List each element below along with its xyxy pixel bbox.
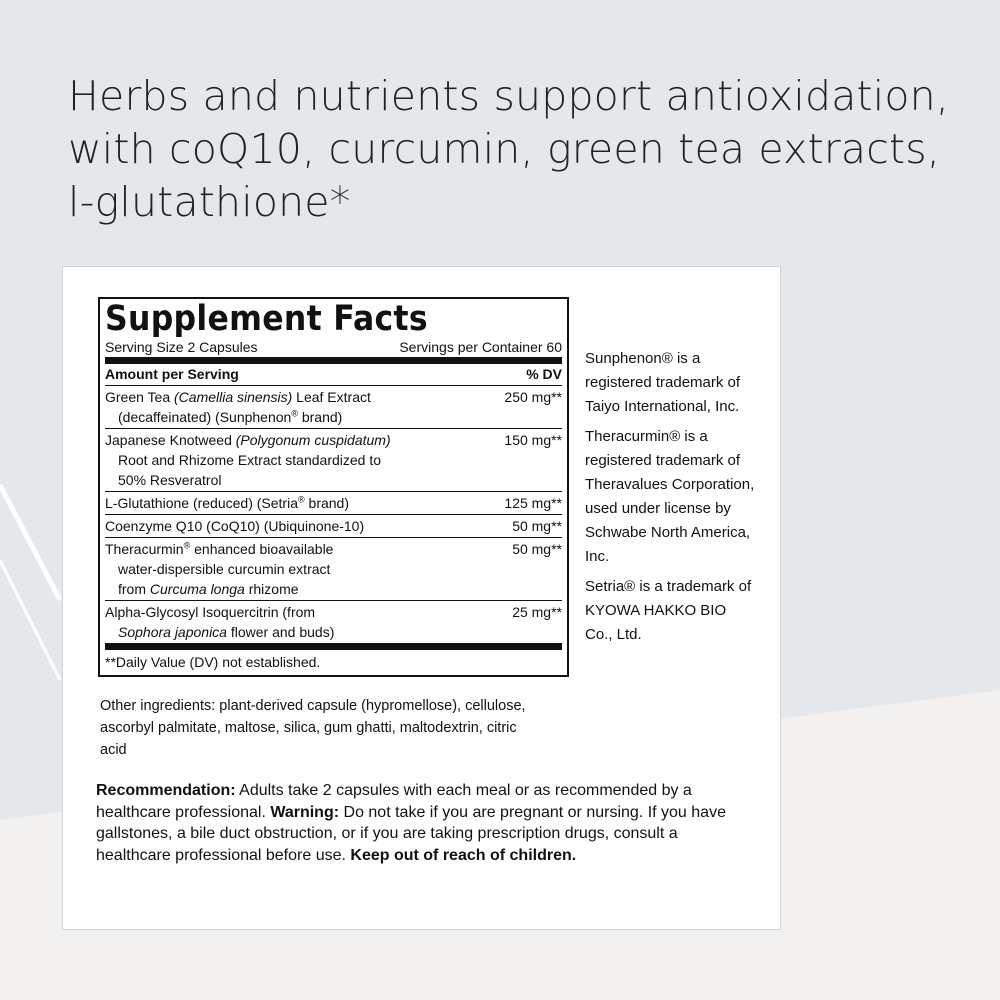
recommendation-body: Adults take 2 capsules with each meal or as recommended by a healthcare professional. (96, 782, 692, 821)
trademark-note: Theracurmin® is a registered trademark of Theravalues Corporation, used under license by Schwabe North America, Inc. (585, 428, 755, 565)
ingredient-detail (105, 579, 506, 599)
ingredient-text: (decaffeinated) (Sunphenon (118, 409, 292, 425)
ingredient-text: Theracurmin (105, 541, 184, 557)
ingredient-text: Japanese Knotweed (105, 432, 236, 448)
trademark-note: Sunphenon® is a registered trademark of Taiyo International, Inc. (585, 350, 741, 415)
registered-mark: ® (291, 408, 298, 419)
other-ingredients: Other ingredients: plant-derived capsule (hypromellose), cellulose, ascorbyl palmitate, maltose, silica, gum ghatti, maltodextrin, citric acid (100, 698, 526, 758)
registered-mark: ® (183, 540, 191, 551)
col-dv-header: % DV (526, 366, 562, 382)
trademark-note: Setria® is a trademark of KYOWA HAKKO BIO Co., Ltd. (585, 578, 752, 643)
registered-mark: ® (298, 494, 305, 505)
ingredient-text: brand) (297, 409, 343, 425)
warning-body: Do not take if you are pregnant or nursing. If you have gallstones, a bile duct obstruction, or if you are taking prescription drugs, consult a healthcare professional before use. (96, 803, 726, 864)
trademark-notes (585, 347, 755, 653)
ingredient-amount: 150 mg** (504, 432, 562, 448)
ingredient-text: Green Tea (105, 389, 175, 405)
ingredient-amount: 50 mg** (512, 518, 562, 534)
ingredient-detail: 50% Resveratrol (118, 472, 222, 488)
ingredient-text: Leaf Extract (292, 389, 371, 405)
ingredient-text: flower and buds) (226, 624, 335, 640)
keep-out-of-reach: Keep out of reach of children. (350, 846, 577, 864)
ingredient-text: L-Glutathione (reduced) (Setria (105, 495, 298, 511)
table-row (105, 429, 562, 492)
ingredient-text: from (118, 581, 150, 597)
ingredient-text: brand) (304, 495, 349, 511)
ingredient-latin-name: Sophora japonica (118, 624, 227, 640)
warning-label: Warning: (270, 803, 340, 821)
ingredient-amount: 125 mg** (504, 495, 562, 511)
serving-size: Serving Size 2 Capsules (105, 339, 258, 355)
table-row (105, 601, 562, 650)
page-headline: Herbs and nutrients support antioxidation, with coQ10, curcumin, green tea extracts, l-glutathione* (68, 72, 950, 226)
table-row (105, 538, 562, 601)
table-row (105, 492, 562, 515)
facts-header-row (105, 364, 562, 386)
label-panel (62, 266, 781, 930)
ingredient-name (105, 516, 506, 536)
table-row (105, 386, 562, 429)
ingredient-text: rhizome (244, 581, 299, 597)
daily-value-footnote: **Daily Value (DV) not established. (105, 654, 321, 670)
ingredient-name (105, 387, 498, 427)
ingredient-latin-name: (Polygonum cuspidatum) (235, 432, 391, 448)
ingredient-detail (105, 407, 498, 427)
ingredient-name (105, 430, 498, 490)
recommendation-label: Recommendation: (96, 782, 236, 799)
ingredient-text: enhanced bioavailable (190, 541, 334, 557)
serving-info (105, 339, 562, 364)
ingredient-amount: 50 mg** (512, 541, 562, 557)
ingredient-name (105, 493, 498, 513)
ingredient-text: Coenzyme Q10 (CoQ10) (Ubiquinone-10) (105, 518, 365, 534)
ingredient-latin-name: (Camellia sinensis) (174, 389, 293, 405)
ingredient-text: Alpha-Glycosyl Isoquercitrin (from (105, 604, 316, 620)
ingredient-detail (105, 622, 506, 642)
ingredient-name (105, 602, 506, 642)
supplement-facts-table (98, 297, 569, 677)
ingredient-detail: Root and Rhizome Extract standardized to (118, 452, 382, 468)
recommendation-text (96, 780, 756, 866)
col-amount-header: Amount per Serving (105, 366, 239, 382)
ingredient-amount: 250 mg** (504, 389, 562, 405)
table-row (105, 515, 562, 538)
ingredient-latin-name: Curcuma longa (149, 581, 245, 597)
ingredient-detail: water-dispersible curcumin extract (118, 561, 331, 577)
servings-per-container: Servings per Container 60 (399, 339, 562, 355)
facts-title: Supplement Facts (105, 299, 428, 339)
ingredient-amount: 25 mg** (512, 604, 562, 620)
ingredient-name (105, 539, 506, 599)
